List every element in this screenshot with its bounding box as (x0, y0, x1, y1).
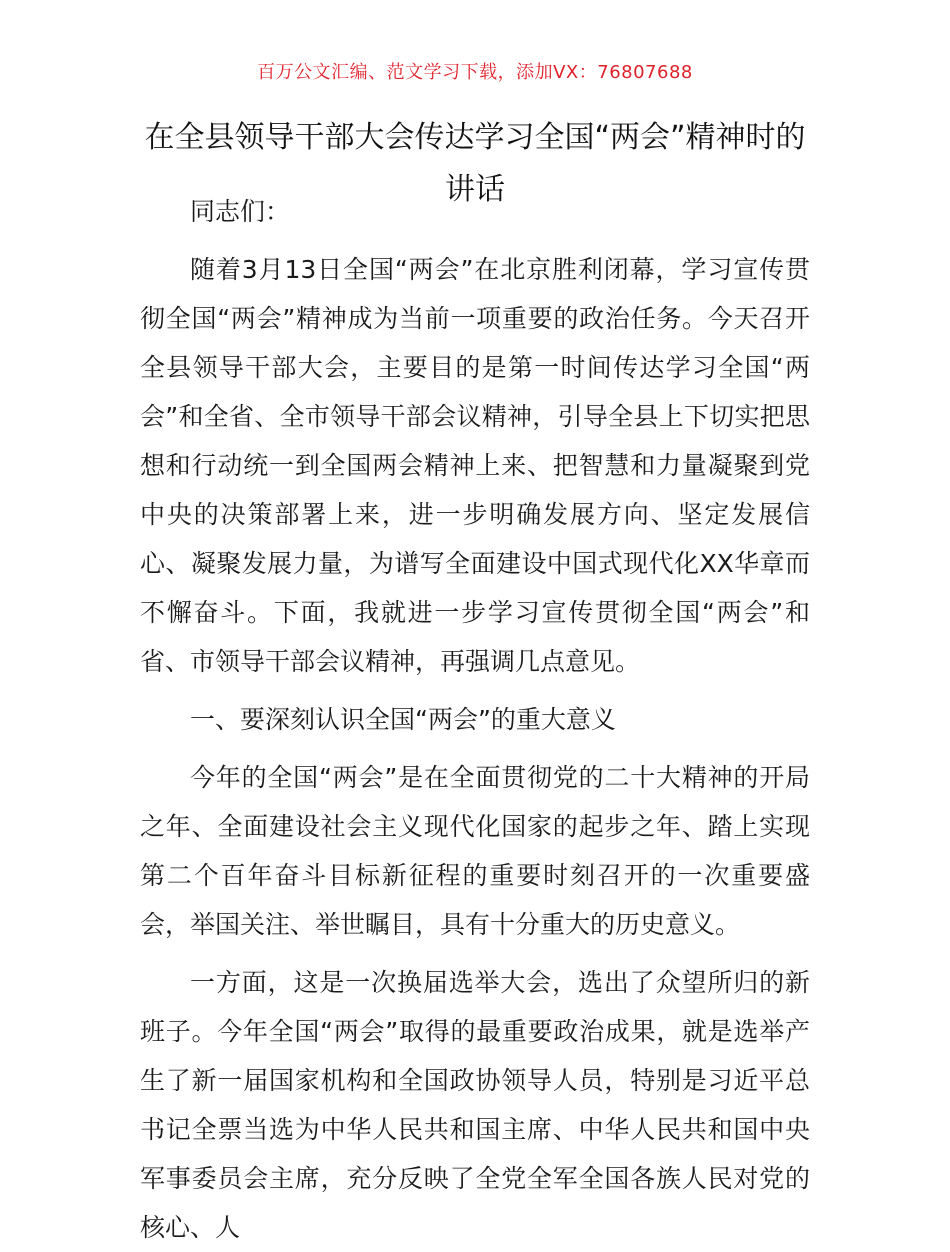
section-heading-1: 一、要深刻认识全国“两会”的重大意义 (190, 705, 616, 734)
paragraph-election: 一方面，这是一次换届选举大会，选出了众望所归的新班子。今年全国“两会”取得的最重要政治成果，就是选举产生了新一届国家机构和全国政协领导人员，特别是习近平总书记全票当选为中华人民共和国主席、中华人民共和国中央军事委员会主席，充分反映了全党全军全国各族人民对党的核心、人 (140, 968, 810, 1242)
paragraph-significance: 今年的全国“两会”是在全面贯彻党的二十大精神的开局之年、全面建设社会主义现代化国家的起步之年、踏上实现第二个百年奋斗目标新征程的重要时刻召开的一次重要盛会，举国关注、举世瞩目，具有十分重大的历史意义。 (140, 763, 810, 939)
document-body (140, 187, 810, 1252)
paragraph-intro: 随着3月13日全国“两会”在北京胜利闭幕，学习宣传贯彻全国“两会”精神成为当前一项重要的政治任务。今天召开全县领导干部大会，主要目的是第一时间传达学习全国“两会”和全省、全市领导干部会议精神，引导全县上下切实把思想和行动统一到全国两会精神上来、把智慧和力量凝聚到党中央的决策部署上来，进一步明确发展方向、坚定发展信心、凝聚发展力量，为谱写全面建设中国式现代化XX华章而不懈奋斗。下面，我就进一步学习宣传贯彻全国“两会”和省、市领导干部会议精神，再强调几点意见。 (140, 255, 810, 676)
salutation: 同志们： (190, 197, 291, 226)
header-contact-note: 百万公文汇编、范文学习下载，添加VX：76807688 (257, 62, 693, 83)
document-title: 在全县领导干部大会传达学习全国“两会”精神时的讲话 (144, 120, 806, 207)
